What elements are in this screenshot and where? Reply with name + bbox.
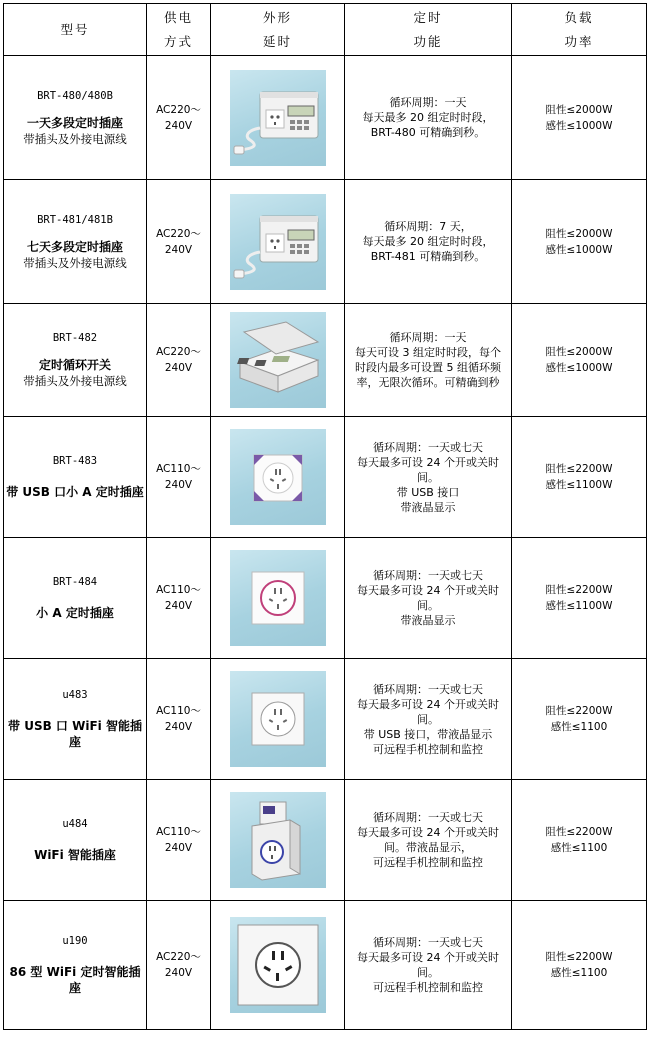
function-line: 间。 — [417, 470, 439, 484]
table-row — [4, 538, 647, 659]
load-line: 感性≤1100W — [545, 479, 613, 491]
function-line: 率，无限次循环。可精确到秒 — [356, 376, 500, 389]
power-supply-line: 240V — [164, 479, 193, 491]
power-supply-line: 240V — [164, 721, 193, 733]
power-supply-line: 240V — [164, 967, 193, 979]
model-cell — [4, 538, 147, 659]
function-line: 间。带液晶显示， — [384, 841, 472, 854]
power-supply-line: 240V — [164, 243, 193, 256]
function-line: 可远程手机控制和监控 — [373, 856, 483, 869]
model-cell — [4, 780, 147, 901]
header-appearance: 外形 延时 — [211, 4, 345, 56]
load-line: 阻性≤2200W — [545, 705, 613, 717]
load-line: 感性≤1000W — [545, 243, 613, 256]
function-line: 带液晶显示 — [400, 614, 456, 627]
product-image-cell — [211, 538, 345, 659]
power-supply-line: AC220～ — [156, 951, 201, 963]
timer-function-cell — [345, 538, 512, 659]
timer-function-cell — [345, 56, 512, 180]
cycle-switch-box-image — [230, 312, 326, 408]
function-line: 每天最多 20 组定时时段， — [362, 235, 494, 248]
header-timer-function: 定时 功能 — [345, 4, 512, 56]
header-load-power: 负载 功率 — [512, 4, 647, 56]
power-supply-line: 240V — [164, 362, 193, 374]
function-line: 每天最多可设 24 个开或关时 — [357, 951, 499, 964]
timer-socket-with-plug-image — [230, 70, 326, 166]
model-cell — [4, 304, 147, 417]
power-supply-line: 240V — [164, 842, 193, 854]
function-line: 间。 — [417, 712, 439, 726]
product-name: 带 USB 口 WiFi 智能插座 — [8, 719, 142, 749]
product-image-cell — [211, 417, 345, 538]
function-line: 循环周期：一天 — [389, 331, 467, 344]
product-image-cell — [211, 56, 345, 180]
model-number: BRT-484 — [52, 576, 98, 588]
product-image-cell — [211, 659, 345, 780]
product-name: 七天多段定时插座 — [26, 239, 123, 254]
load-line: 阻性≤2000W — [545, 346, 613, 358]
product-subtitle: 带插头及外接电源线 — [23, 131, 127, 146]
load-power-cell — [512, 417, 647, 538]
load-power-cell — [512, 56, 647, 180]
model-cell — [4, 417, 147, 538]
power-supply-line: AC110～ — [156, 584, 201, 596]
power-supply-cell — [147, 304, 211, 417]
power-supply-line: AC110～ — [156, 463, 201, 475]
load-power-cell — [512, 659, 647, 780]
table-row — [4, 304, 647, 417]
load-power-cell — [512, 538, 647, 659]
load-line: 阻性≤2000W — [545, 227, 613, 240]
power-supply-cell — [147, 180, 211, 304]
wall-socket-pink-image — [230, 550, 326, 646]
product-name: 带 USB 口小 A 定时插座 — [6, 485, 144, 499]
product-name: 小 A 定时插座 — [36, 606, 114, 620]
power-supply-line: AC110～ — [156, 705, 201, 717]
function-line: BRT-481 可精确到秒。 — [370, 250, 486, 263]
function-line: 可远程手机控制和监控 — [373, 981, 483, 994]
model-number: u483 — [62, 689, 88, 701]
product-image-cell — [211, 780, 345, 901]
function-line: 每天最多可设 24 个开或关时 — [357, 455, 499, 469]
86-wall-socket-image — [230, 917, 326, 1013]
header-model: 型号 — [4, 4, 147, 56]
model-cell — [4, 659, 147, 780]
function-line: 每天最多可设 24 个开或关时 — [357, 826, 499, 839]
load-line: 阻性≤2200W — [545, 951, 613, 963]
model-number: BRT-480/480B — [37, 89, 113, 102]
power-supply-line: 240V — [164, 119, 193, 132]
model-number: BRT-482 — [52, 332, 98, 344]
load-line: 感性≤1100 — [550, 721, 608, 733]
power-supply-cell — [147, 56, 211, 180]
load-power-cell — [512, 901, 647, 1030]
function-line: 循环周期：7 天， — [384, 220, 472, 233]
table-row — [4, 780, 647, 901]
wifi-plug-adapter-image — [230, 792, 326, 888]
power-supply-cell — [147, 659, 211, 780]
timer-function-cell — [345, 901, 512, 1030]
function-line: 可远程手机控制和监控 — [373, 742, 483, 756]
wall-socket-white-image — [230, 671, 326, 767]
function-line: 每天最多 20 组定时时段， — [362, 111, 494, 124]
timer-function-cell — [345, 780, 512, 901]
model-cell — [4, 901, 147, 1030]
power-supply-line: AC220～ — [156, 346, 201, 358]
function-line: 循环周期：一天或七天 — [373, 569, 483, 582]
product-image-cell — [211, 901, 345, 1030]
product-name: 定时循环开关 — [38, 358, 111, 372]
product-image-cell — [211, 304, 345, 417]
product-subtitle: 带插头及外接电源线 — [23, 255, 127, 270]
load-power-cell — [512, 780, 647, 901]
load-line: 感性≤1100W — [545, 600, 613, 612]
power-supply-cell — [147, 780, 211, 901]
table-row — [4, 417, 647, 538]
table-row — [4, 180, 647, 304]
power-supply-cell — [147, 417, 211, 538]
timer-function-cell — [345, 304, 512, 417]
load-line: 感性≤1100 — [550, 967, 608, 979]
model-number: u190 — [62, 935, 88, 947]
load-line: 感性≤1100 — [550, 842, 608, 854]
product-name: 86 型 WiFi 定时智能插座 — [9, 965, 141, 995]
timer-function-cell — [345, 659, 512, 780]
power-supply-line: AC220～ — [156, 103, 201, 116]
wall-socket-purple-image — [230, 429, 326, 525]
timer-socket-with-plug-image — [230, 194, 326, 290]
function-line: 时段内最多可设置 5 组循环频 — [355, 361, 501, 374]
function-line: BRT-480 可精确到秒。 — [370, 126, 486, 139]
product-name: WiFi 智能插座 — [34, 848, 116, 862]
load-line: 感性≤1000W — [545, 119, 613, 132]
load-line: 阻性≤2200W — [545, 463, 613, 475]
power-supply-cell — [147, 538, 211, 659]
power-supply-line: AC220～ — [156, 227, 201, 240]
load-power-cell — [512, 180, 647, 304]
table-row — [4, 659, 647, 780]
load-power-cell — [512, 304, 647, 417]
header-power-supply: 供电 方式 — [147, 4, 211, 56]
function-line: 间。 — [417, 599, 439, 612]
function-line: 每天最多可设 24 个开或关时 — [357, 697, 499, 711]
timer-function-cell — [345, 180, 512, 304]
power-supply-cell — [147, 901, 211, 1030]
header-row — [4, 4, 647, 56]
timer-function-cell — [345, 417, 512, 538]
load-line: 阻性≤2200W — [545, 584, 613, 596]
function-line: 循环周期：一天或七天 — [373, 936, 483, 949]
product-subtitle: 带插头及外接电源线 — [23, 374, 127, 388]
function-line: 循环周期：一天或七天 — [373, 682, 483, 696]
product-name: 一天多段定时插座 — [26, 115, 123, 130]
function-line: 每天最多可设 24 个开或关时 — [357, 584, 499, 597]
load-line: 阻性≤2200W — [545, 826, 613, 838]
load-line: 感性≤1000W — [545, 362, 613, 374]
model-number: BRT-481/481B — [37, 213, 113, 226]
table-row — [4, 56, 647, 180]
function-line: 循环周期：一天或七天 — [373, 811, 483, 824]
function-line: 带液晶显示 — [400, 500, 456, 514]
power-supply-line: 240V — [164, 600, 193, 612]
model-number: u484 — [62, 818, 88, 830]
function-line: 间。 — [417, 966, 439, 979]
table-row — [4, 901, 647, 1030]
function-line: 循环周期：一天或七天 — [373, 440, 483, 454]
function-line: 带 USB 接口，带液晶显示 — [363, 727, 493, 741]
model-cell — [4, 180, 147, 304]
product-spec-table — [3, 3, 647, 1030]
function-line: 循环周期：一天 — [389, 96, 467, 109]
load-line: 阻性≤2000W — [545, 103, 613, 116]
function-line: 带 USB 接口 — [396, 485, 460, 499]
model-number: BRT-483 — [52, 455, 98, 467]
power-supply-line: AC110～ — [156, 826, 201, 838]
model-cell — [4, 56, 147, 180]
function-line: 每天可设 3 组定时时段，每个 — [355, 346, 501, 359]
product-image-cell — [211, 180, 345, 304]
